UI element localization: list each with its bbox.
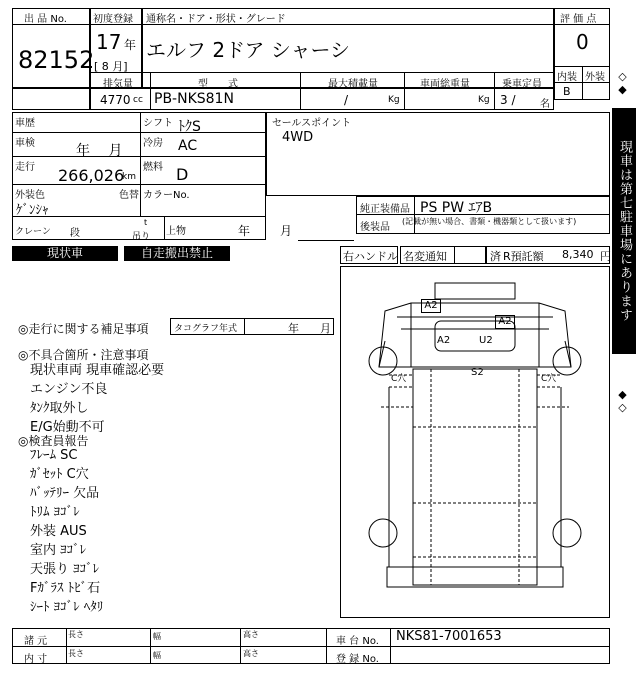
model-name: エルフ 2ドア シャーシ xyxy=(146,38,351,62)
color-label: 外装色 xyxy=(15,190,45,201)
report-list xyxy=(30,446,103,617)
shift-label: シフト xyxy=(143,118,173,129)
left-c-label: C穴 xyxy=(391,374,407,384)
crane-label: クレーン xyxy=(15,227,51,237)
name-change: 名変通知 xyxy=(403,250,447,263)
sales-value: 4WD xyxy=(282,130,314,145)
capacity-value: 3 / xyxy=(500,93,516,107)
sidebar-marker-top: ◇◆ xyxy=(616,70,629,96)
inspector-label: ◎検査員報告 xyxy=(18,434,89,448)
report-item: ﾊﾞｯﾃﾘｰ 欠品 xyxy=(30,486,100,501)
tacho-label: タコグラフ年式 xyxy=(174,324,238,334)
fuel-value: D xyxy=(176,165,189,184)
chassis-value: NKS81-7001653 xyxy=(396,629,502,644)
kg-unit-2: Kg xyxy=(478,95,490,105)
deck-year: 年 xyxy=(238,224,251,238)
report-item: 室内 ﾖｺﾞﾚ xyxy=(30,543,87,558)
report-item: ﾄﾘﾑ ﾖｺﾞﾚ xyxy=(30,505,80,520)
maxload-label: 最大積載量 xyxy=(328,79,378,90)
fuel-label: 燃料 xyxy=(143,162,163,173)
defect-item: ﾀﾝｸ取外し xyxy=(30,401,89,416)
cab-u2-label: U2 xyxy=(479,335,493,346)
dent-tag-right-text: A2 xyxy=(498,316,512,327)
report-item: ｼｰﾄ ﾖｺﾞﾚ ﾍﾀﾘ xyxy=(30,600,104,615)
color-value: ｹﾞﾝｼｬ xyxy=(16,203,49,218)
aircon-label: 冷房 xyxy=(143,138,163,149)
vehicle-diagram xyxy=(340,266,610,618)
color-no-label: カラーNo. xyxy=(143,190,190,201)
right-c-label: C穴 xyxy=(541,374,557,384)
width-label-1: 幅 xyxy=(153,632,161,641)
tacho-month: 月 xyxy=(320,322,331,335)
cab-a2-label: A2 xyxy=(437,335,451,346)
driving-label: ◎走行に関する補足事項 xyxy=(18,322,149,336)
r-amount: 8,340 xyxy=(562,248,594,261)
rating-value: 0 xyxy=(576,30,589,54)
interior-label: 内装 xyxy=(557,72,577,83)
no-self-drive-badge: 自走搬出禁止 xyxy=(124,246,230,261)
equipment-value: PS PW ｴｱB xyxy=(420,200,493,216)
sales-label: セールスポイント xyxy=(272,118,352,129)
equipment-label: 純正装備品 xyxy=(360,204,410,215)
tacho-year: 年 xyxy=(288,322,299,335)
defect-list xyxy=(30,361,164,437)
sidebar-marker-bottom: ◆◇ xyxy=(616,388,629,414)
registration-label: 登 録 No. xyxy=(336,654,379,665)
current-vehicle-badge: 現状車 xyxy=(12,246,118,261)
defect-item: E/G始動不可 xyxy=(30,420,105,435)
width-label-2: 幅 xyxy=(153,651,161,660)
parking-notice xyxy=(612,108,636,354)
displacement-value: 4770 xyxy=(100,93,131,107)
r-estimated: R預託額 xyxy=(503,250,544,263)
r-done: 済 xyxy=(490,250,501,263)
crane-hang: 吊り xyxy=(132,232,151,242)
kg-unit-1: Kg xyxy=(388,95,400,105)
model-code: PB-NKS81N xyxy=(154,91,234,107)
shift-value: ﾄｸS xyxy=(178,119,201,135)
year-unit: 年 xyxy=(124,38,137,52)
history-label: 車歴 xyxy=(15,118,35,129)
report-item: ｶﾞｾｯﾄ C穴 xyxy=(30,467,89,482)
afterfit-note: (記載が無い場合、書類・機器類として扱います) xyxy=(402,217,577,226)
rating-label: 評 価 点 xyxy=(560,14,597,25)
deck-label: 上物 xyxy=(166,226,186,237)
yen-unit: 円 xyxy=(600,250,611,263)
deck-month: 月 xyxy=(280,224,293,238)
maxload-value: / xyxy=(344,93,349,107)
aircon-value: AC xyxy=(178,138,198,154)
frame-s2-label: S2 xyxy=(471,367,484,378)
defect-item: エンジン不良 xyxy=(30,382,108,397)
lot-number: 82152 xyxy=(18,46,95,74)
displacement-label: 排気量 xyxy=(103,79,133,90)
crane-stage: 段 xyxy=(70,228,80,239)
interior-value: B xyxy=(563,85,571,98)
type-label: 型 式 xyxy=(198,79,238,90)
inner-label: 内 寸 xyxy=(24,654,48,665)
reg-year: 17 xyxy=(96,30,122,54)
color-code-label: 色替 xyxy=(119,190,139,201)
dent-tag-top xyxy=(421,299,441,313)
dent-tag-right xyxy=(495,315,515,329)
length-label-2: 長さ xyxy=(68,649,84,658)
dent-tag-top-text: A2 xyxy=(424,300,438,311)
defect-label: ◎不具合箇所・注意事項 xyxy=(18,348,149,362)
afterfit-label: 後装品 xyxy=(360,222,390,233)
dims-label: 諸 元 xyxy=(24,636,48,647)
height-label-2: 高さ xyxy=(243,649,259,658)
reg-month: [ 8 月] xyxy=(94,60,128,73)
length-label-1: 長さ xyxy=(68,630,84,639)
lot-label: 出 品 No. xyxy=(24,14,67,25)
truck-chassis-diagram xyxy=(341,267,609,617)
mileage-value: 266,026 xyxy=(58,166,125,185)
report-item: Fｶﾞﾗｽ ﾄﾋﾞ石 xyxy=(30,581,101,596)
mileage-label: 走行 xyxy=(15,162,35,173)
report-item: ﾌﾚｰﾑ SC xyxy=(30,448,78,463)
exterior-label: 外装 xyxy=(585,72,605,83)
chassis-label: 車 台 No. xyxy=(336,636,379,647)
gross-label: 車両総重量 xyxy=(420,79,470,90)
report-item: 天張り ﾖｺﾞﾚ xyxy=(30,562,100,577)
crane-t: t xyxy=(144,218,148,227)
right-handle: 右ハンドル xyxy=(343,250,398,263)
capacity-label: 乗車定員 xyxy=(502,79,542,90)
cc-unit: cc xyxy=(133,95,143,105)
reg-label: 初度登録 xyxy=(93,14,133,25)
model-label: 通称名・ドア・形状・グレード xyxy=(146,14,286,25)
defect-item: 現状車両 現車確認必要 xyxy=(30,363,165,378)
height-label-1: 高さ xyxy=(243,630,259,639)
person-unit: 名 xyxy=(540,99,550,110)
inspection-value: 年 月 xyxy=(76,143,123,159)
report-item: 外装 AUS xyxy=(30,524,87,539)
inspection-label: 車検 xyxy=(15,138,35,149)
parking-notice-text: 現車は第七駐車場にあります xyxy=(617,140,632,322)
km-unit: km xyxy=(122,172,136,182)
